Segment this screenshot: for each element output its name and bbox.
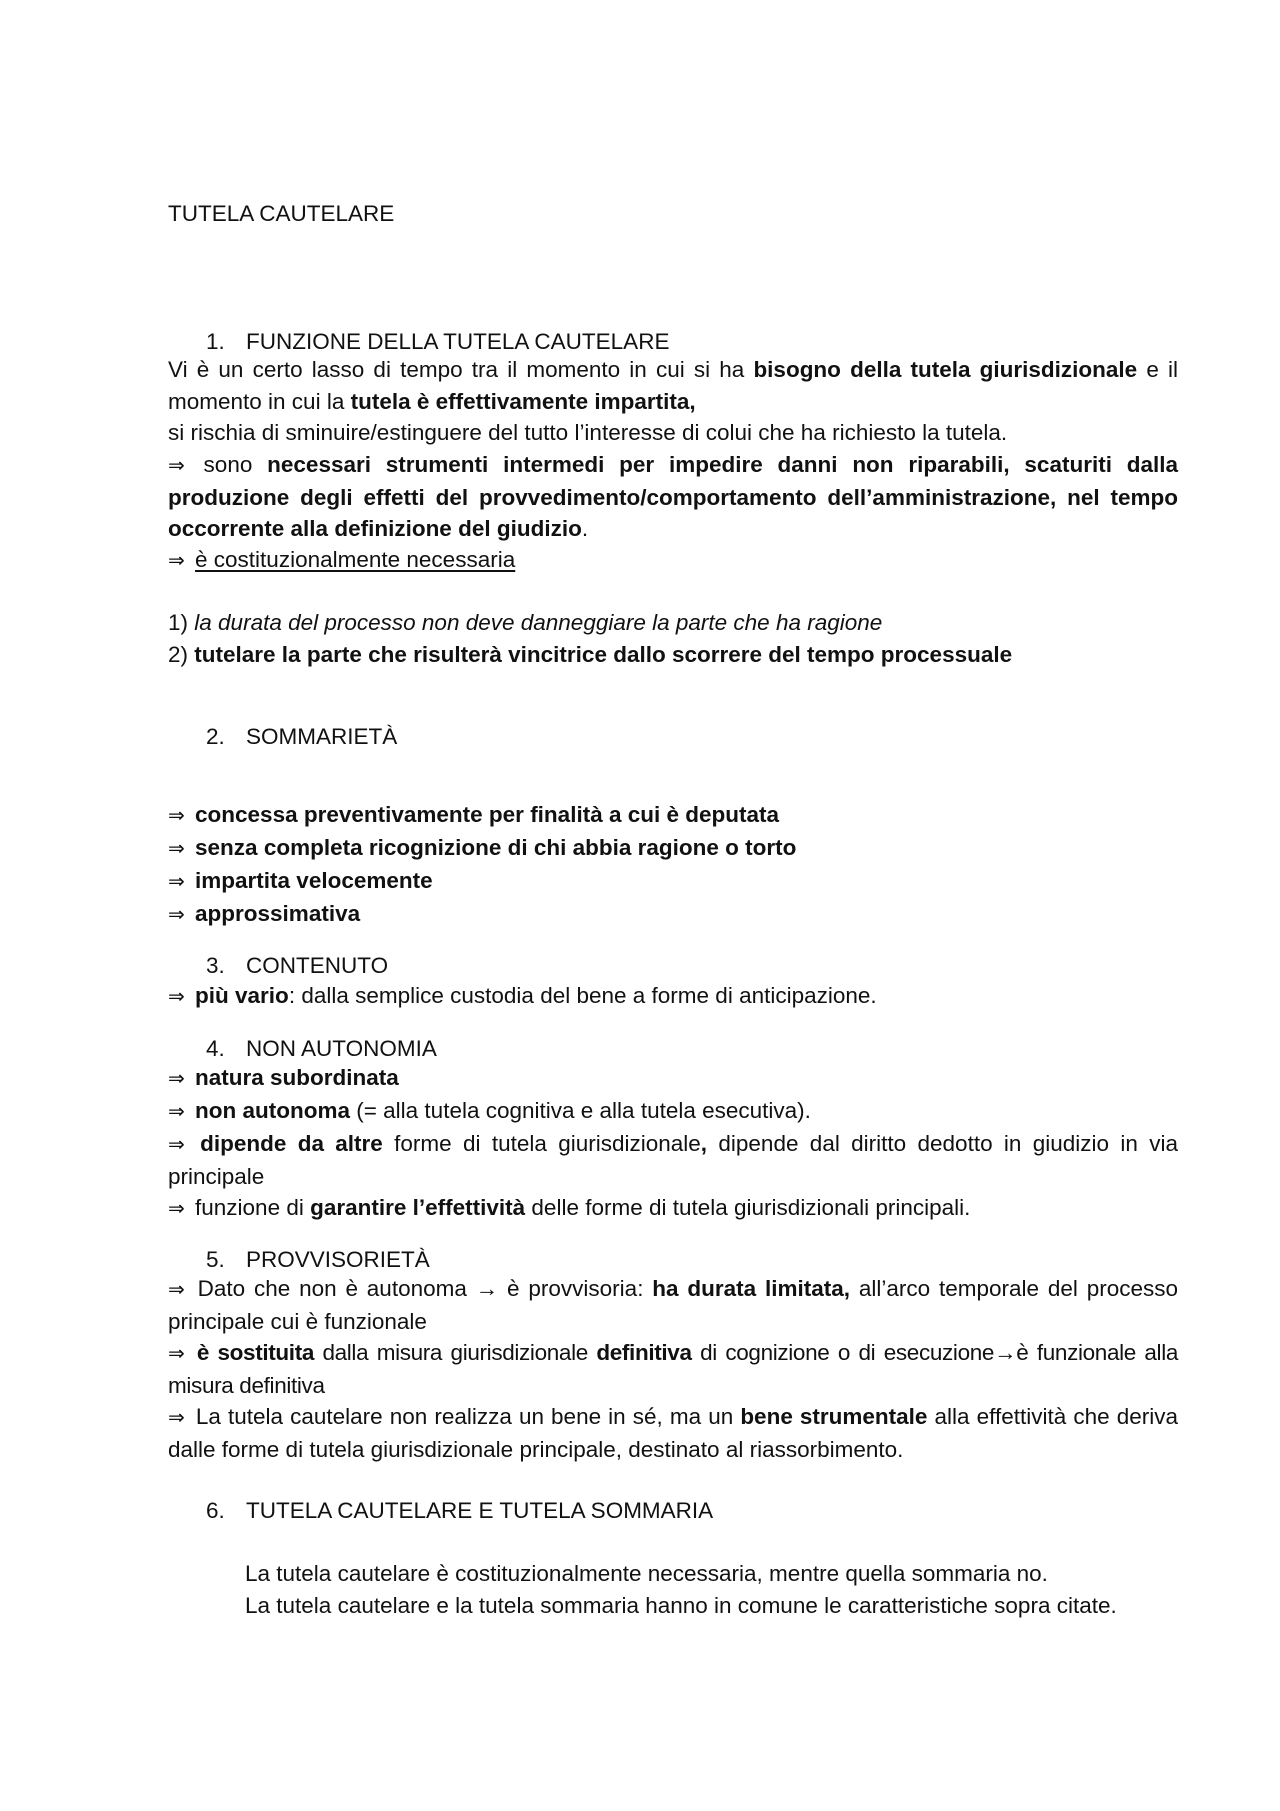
section-2-heading: [206, 723, 397, 751]
paragraph: La tutela cautelare è costituzionalmente necessaria, mentre quella sommaria no.: [245, 1561, 1048, 1586]
section-3-heading: [206, 952, 388, 980]
bold-text: bisogno della tutela giurisdizionale: [753, 357, 1138, 382]
text: dalla misura giurisdizionale: [314, 1340, 597, 1365]
paragraph: [168, 449, 1178, 545]
text: funzione di: [188, 1195, 311, 1220]
bold-text: ha durata limitata,: [652, 1276, 850, 1301]
text: delle forme di tutela giurisdizionali principali.: [525, 1195, 971, 1220]
bold-text: senza completa ricognizione di chi abbia ragione o torto: [195, 835, 797, 860]
list-number: 1): [168, 610, 189, 635]
implies-arrow-icon: ⇒: [168, 1132, 185, 1156]
section-number: 5.: [206, 1247, 225, 1272]
paragraph: [168, 1401, 1178, 1465]
text: forme di tutela giurisdizionale: [382, 1131, 701, 1156]
bold-text: definitiva: [596, 1340, 692, 1365]
implies-arrow-icon: ⇒: [168, 1066, 185, 1090]
implies-arrow-icon: ⇒: [168, 1277, 185, 1301]
document-title: TUTELA CAUTELARE: [168, 201, 395, 226]
heading-text: PROVVISORIETÀ: [246, 1247, 430, 1272]
section-1-heading: [206, 328, 669, 356]
paragraph: [168, 1337, 1178, 1401]
bold-text: tutela è effettivamente impartita,: [350, 388, 696, 414]
implies-arrow-icon: ⇒: [168, 869, 185, 893]
text: La tutela cautelare non realizza un bene in sé, ma un: [188, 1404, 741, 1429]
text: alla effettività che deriva dalle forme di tutela giurisdizionale principale, destinato al riassorbimento.: [168, 1404, 1178, 1462]
text: e il momento in cui la: [168, 357, 1178, 414]
implies-arrow-icon: ⇒: [168, 1341, 185, 1365]
text: Vi è un certo lasso di tempo tra il momento in cui si ha: [168, 357, 754, 382]
bold-text: ,: [700, 1131, 708, 1156]
paragraph: [168, 544, 1178, 577]
bold-text: impartita velocemente: [195, 868, 433, 893]
paragraph: [168, 1192, 1178, 1225]
bold-text: concessa preventivamente per finalità a cui è deputata: [195, 802, 779, 827]
list-item: [168, 799, 1178, 832]
bold-text: più vario: [195, 983, 289, 1008]
list-item: [168, 898, 1178, 931]
bold-text: non autonoma: [195, 1098, 351, 1123]
bold-text: bene strumentale: [740, 1404, 928, 1429]
implies-arrow-icon: ⇒: [168, 453, 185, 477]
implies-arrow-icon: ⇒: [168, 548, 185, 572]
section-number: 1.: [206, 329, 225, 354]
implies-arrow-icon: ⇒: [168, 803, 185, 827]
implies-arrow-icon: ⇒: [168, 1196, 185, 1220]
bold-text: tutelare la parte che risulterà vincitrice dallo scorrere del tempo processuale: [194, 642, 1013, 667]
heading-text: SOMMARIETÀ: [246, 724, 398, 749]
heading-text: FUNZIONE DELLA TUTELA CAUTELARE: [246, 329, 670, 354]
bold-text: necessari strumenti intermedi per impedire danni non riparabili, scaturiti dalla produzione degli effetti del provvedimento/comportamento dell’amministrazione, nel tempo occorrente alla definizione del giudizio: [168, 452, 1179, 541]
section-number: 3.: [206, 953, 225, 978]
text: dipende dal diritto dedotto in giudizio in via principale: [168, 1131, 1178, 1189]
bold-text: approssimativa: [195, 901, 361, 926]
section-number: 2.: [206, 724, 225, 749]
section-number: 4.: [206, 1036, 225, 1061]
section-6-heading: [206, 1497, 713, 1525]
text: sono: [188, 452, 268, 477]
bold-text: natura subordinata: [195, 1065, 399, 1090]
text: (= alla tutela cognitiva e alla tutela esecutiva).: [350, 1098, 811, 1123]
right-arrow-icon: →: [994, 1340, 1017, 1365]
bold-text: garantire l’effettività: [310, 1195, 526, 1220]
right-arrow-icon: →: [475, 1276, 499, 1301]
section-number: 6.: [206, 1498, 225, 1523]
text: .: [581, 516, 589, 541]
list-number: 2): [168, 642, 189, 667]
heading-text: TUTELA CAUTELARE E TUTELA SOMMARIA: [246, 1498, 714, 1523]
implies-arrow-icon: ⇒: [168, 902, 185, 926]
paragraph: si rischia di sminuire/estinguere del tutto l’interesse di colui che ha richiesto la tutela.: [168, 420, 1008, 445]
text: all’arco temporale del processo principale cui è funzionale: [168, 1276, 1178, 1334]
list-item: [168, 639, 1178, 671]
section-4-heading: [206, 1035, 437, 1063]
paragraph: [168, 1062, 1178, 1095]
list-item: [168, 607, 1178, 639]
paragraph: La tutela cautelare e la tutela sommaria hanno in comune le caratteristiche sopra citate.: [245, 1593, 1117, 1618]
implies-arrow-icon: ⇒: [168, 836, 185, 860]
implies-arrow-icon: ⇒: [168, 1405, 185, 1429]
implies-arrow-icon: ⇒: [168, 1099, 185, 1123]
bold-text: dipende da altre: [200, 1131, 383, 1156]
text: di cognizione o di esecuzione: [691, 1340, 995, 1365]
paragraph: [168, 1095, 1178, 1128]
text: Dato che non è autonoma: [188, 1276, 476, 1301]
italic-text: la durata del processo non deve danneggiare la parte che ha ragione: [194, 610, 883, 635]
heading-text: NON AUTONOMIA: [246, 1036, 437, 1061]
list-item: [168, 865, 1178, 898]
text: è provvisoria:: [498, 1276, 653, 1301]
text: è funzionale alla misura definitiva: [168, 1340, 1179, 1398]
bold-text: è sostituita: [196, 1340, 314, 1365]
paragraph: [168, 980, 1178, 1013]
paragraph: [168, 354, 1178, 417]
list-item: [168, 832, 1178, 865]
heading-text: CONTENUTO: [246, 953, 389, 978]
paragraph: [168, 1273, 1178, 1337]
underlined-text: è costituzionalmente necessaria: [195, 547, 516, 572]
section-5-heading: [206, 1246, 430, 1274]
paragraph: [168, 1128, 1178, 1192]
text: : dalla semplice custodia del bene a forme di anticipazione.: [288, 983, 877, 1008]
implies-arrow-icon: ⇒: [168, 984, 185, 1008]
